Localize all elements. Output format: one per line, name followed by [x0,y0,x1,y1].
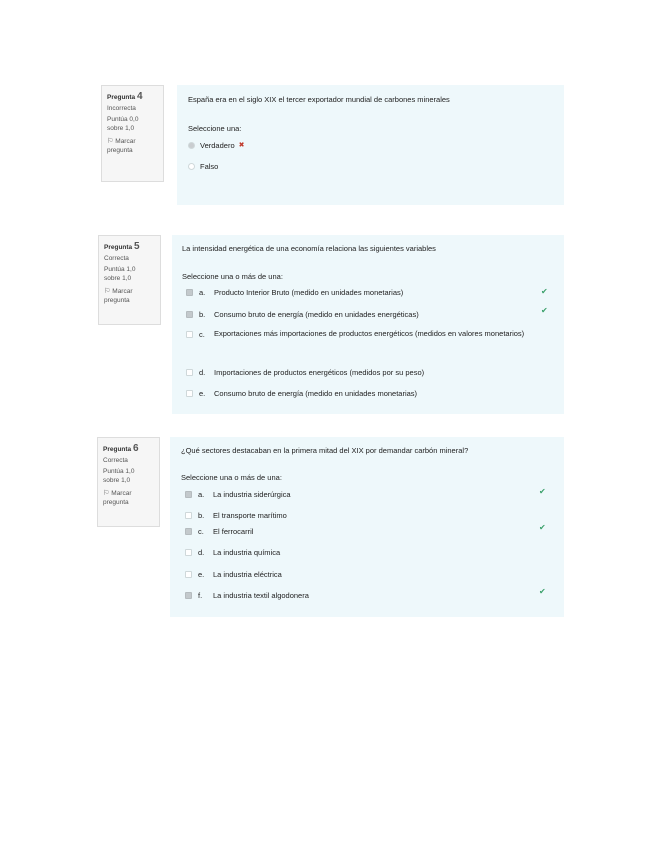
question-6-score: Puntúa 1,0 sobre 1,0 [103,468,135,484]
flag-icon: ⚐ [104,288,111,295]
flag-question-6-button[interactable]: ⚐ Marcar pregunta [103,490,132,506]
correct-icon: ✔ [539,523,546,532]
flag-question-5-button[interactable]: ⚐ Marcar pregunta [104,288,133,304]
checkbox-a[interactable] [185,491,192,498]
flag-icon: ⚐ [107,138,114,145]
question-6-info [97,437,160,527]
checkbox-e[interactable] [186,390,193,397]
option-f[interactable]: f. La industria textil algodonera [185,591,309,600]
option-e[interactable]: e. La industria eléctrica [185,570,282,579]
option-c[interactable]: c. Exportaciones más importaciones de productos energéticos (medidos en valores monetarios) [186,330,544,341]
question-5-title: Pregunta 5 [104,241,140,252]
option-b[interactable]: b. Consumo bruto de energía (medido en unidades energéticas) [186,310,419,319]
option-falso[interactable]: Falso [188,162,218,171]
question-5-score: Puntúa 1,0 sobre 1,0 [104,266,136,282]
question-5-content [172,235,564,414]
checkbox-b[interactable] [185,512,192,519]
correct-icon: ✔ [541,287,548,296]
checkbox-d[interactable] [186,369,193,376]
option-verdadero[interactable]: Verdadero ✖ [188,141,245,150]
question-4-content [177,85,564,205]
correct-icon: ✔ [539,487,546,496]
question-5-text: La intensidad energética de una economía relaciona las siguientes variables [182,244,436,253]
question-5-info [98,235,161,325]
checkbox-f[interactable] [185,592,192,599]
question-4-status: Incorrecta [107,105,136,112]
flag-question-4-button[interactable]: ⚐ Marcar pregunta [107,138,136,154]
question-4-prompt: Seleccione una: [188,124,242,133]
checkbox-d[interactable] [185,549,192,556]
correct-icon: ✔ [541,306,548,315]
question-4-info [101,85,164,182]
radio-verdadero[interactable] [188,142,195,149]
question-6-status: Correcta [103,457,128,464]
incorrect-icon: ✖ [238,142,245,149]
flag-icon: ⚐ [103,490,110,497]
question-6-prompt: Seleccione una o más de una: [181,473,282,482]
checkbox-c[interactable] [185,528,192,535]
checkbox-a[interactable] [186,289,193,296]
question-5-prompt: Seleccione una o más de una: [182,272,283,281]
radio-falso[interactable] [188,163,195,170]
question-6-content [170,437,564,617]
option-a[interactable]: a. Producto Interior Bruto (medido en unidades monetarias) [186,288,403,297]
correct-icon: ✔ [539,587,546,596]
option-d[interactable]: d. La industria química [185,548,280,557]
question-4-title: Pregunta 4 [107,91,143,102]
checkbox-c[interactable] [186,331,193,338]
checkbox-e[interactable] [185,571,192,578]
option-c[interactable]: c. El ferrocarril [185,527,253,536]
option-d[interactable]: d. Importaciones de productos energéticos (medidos por su peso) [186,368,424,377]
question-4-score: Puntúa 0,0 sobre 1,0 [107,116,139,132]
option-e[interactable]: e. Consumo bruto de energía (medido en unidades monetarias) [186,389,417,398]
checkbox-b[interactable] [186,311,193,318]
question-4-text: España era en el siglo XIX el tercer exportador mundial de carbones minerales [188,95,450,104]
option-a[interactable]: a. La industria siderúrgica [185,490,291,499]
option-b[interactable]: b. El transporte marítimo [185,511,287,520]
question-6-text: ¿Qué sectores destacaban en la primera mitad del XIX por demandar carbón mineral? [181,446,469,455]
question-5-status: Correcta [104,255,129,262]
question-6-title: Pregunta 6 [103,443,139,454]
